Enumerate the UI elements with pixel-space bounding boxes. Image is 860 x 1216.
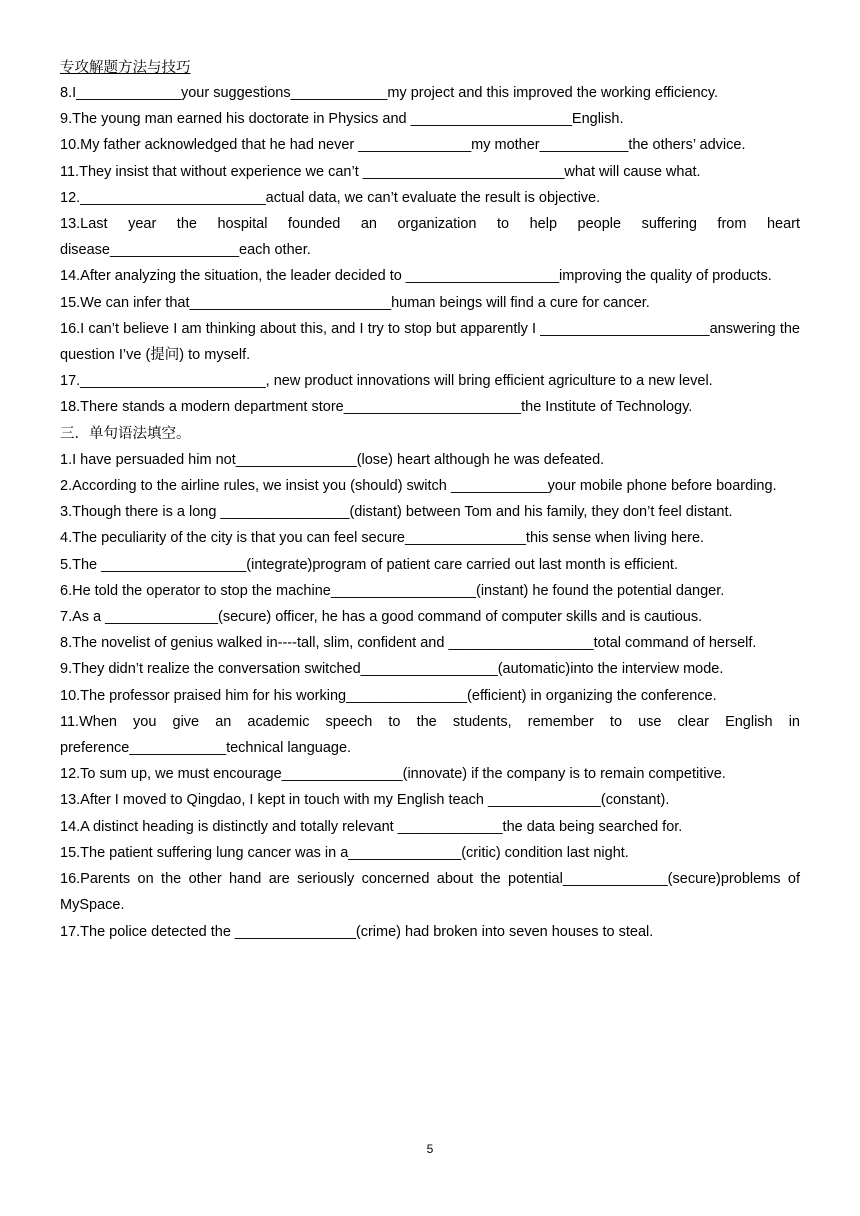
question-14: 14.After analyzing the situation, the leader decided to ___________________improving the quality of products.	[60, 268, 772, 285]
grammar-question-12: 12.To sum up, we must encourage_______________(innovate) if the company is to remain competitive.	[60, 766, 726, 783]
page-number: 5	[426, 1142, 434, 1156]
grammar-question-1: 1.I have persuaded him not_______________(lose) heart although he was defeated.	[60, 451, 605, 468]
section-header: 专攻解题方法与技巧	[60, 60, 191, 76]
grammar-question-17: 17.The police detected the _______________(crime) had broken into seven houses to steal.	[60, 923, 654, 940]
question-15: 15.We can infer that_________________________human beings will find a cure for cancer.	[60, 294, 650, 311]
grammar-question-4: 4.The peculiarity of the city is that you can feel secure_______________this sense when living here.	[60, 530, 705, 547]
grammar-question-2: 2.According to the airline rules, we insist you (should) switch ____________your mobile phone before boarding.	[60, 478, 777, 495]
question-17: 17._______________________, new product innovations will bring efficient agriculture to a new level.	[60, 373, 713, 390]
grammar-question-11: 11.When you give an academic speech to the students, remember to use clear English in preference____________technical language.	[60, 713, 800, 757]
question-13: 13.Last year the hospital founded an organization to help people suffering from heart disease________________each other.	[60, 216, 800, 259]
question-18: 18.There stands a modern department store______________________the Institute of Technology.	[60, 399, 693, 416]
grammar-question-14: 14.A distinct heading is distinctly and totally relevant _____________the data being searched for.	[60, 818, 683, 835]
grammar-question-9: 9.They didn’t realize the conversation switched_________________(automatic)into the interview mode.	[60, 661, 724, 678]
grammar-question-8: 8.The novelist of genius walked in----tall, slim, confident and __________________total command of herself.	[60, 635, 757, 652]
grammar-question-15: 15.The patient suffering lung cancer was in a______________(critic) condition last night.	[60, 844, 629, 861]
question-12: 12._______________________actual data, we can’t evaluate the result is objective.	[60, 189, 601, 206]
grammar-question-7: 7.As a ______________(secure) officer, he has a good command of computer skills and is cautious.	[60, 609, 703, 626]
grammar-question-6: 6.He told the operator to stop the machine__________________(instant) he found the potential danger.	[60, 582, 725, 599]
question-8: 8.I_____________your suggestions____________my project and this improved the working efficiency.	[60, 85, 719, 101]
grammar-question-10: 10.The professor praised him for his working_______________(efficient) in organizing the conference.	[60, 687, 717, 704]
question-9: 9.The young man earned his doctorate in Physics and ____________________English.	[60, 111, 624, 128]
question-10: 10.My father acknowledged that he had never ______________my mother___________the others’ advice.	[60, 137, 746, 154]
part3-list	[60, 447, 800, 945]
grammar-question-16: 16.Parents on the other hand are seriously concerned about the potential_____________(secure)problems of MySpace.	[60, 871, 800, 914]
question-11: 11.They insist that without experience we can’t _________________________what will cause what.	[60, 163, 701, 180]
question-16: 16.I can’t believe I am thinking about this, and I try to stop but apparently I _____________________answering the question I’ve (提问) to myself.	[60, 320, 800, 364]
grammar-question-5: 5.The __________________(integrate)program of patient care carried out last month is efficient.	[60, 556, 678, 573]
document-page	[60, 58, 800, 945]
section-3-title: 三．单句语法填空。	[60, 425, 191, 442]
grammar-question-3: 3.Though there is a long ________________(distant) between Tom and his family, they don’t feel distant.	[60, 504, 733, 521]
part2-list	[60, 80, 800, 421]
grammar-question-13: 13.After I moved to Qingdao, I kept in touch with my English teach ______________(constant).	[60, 792, 670, 809]
